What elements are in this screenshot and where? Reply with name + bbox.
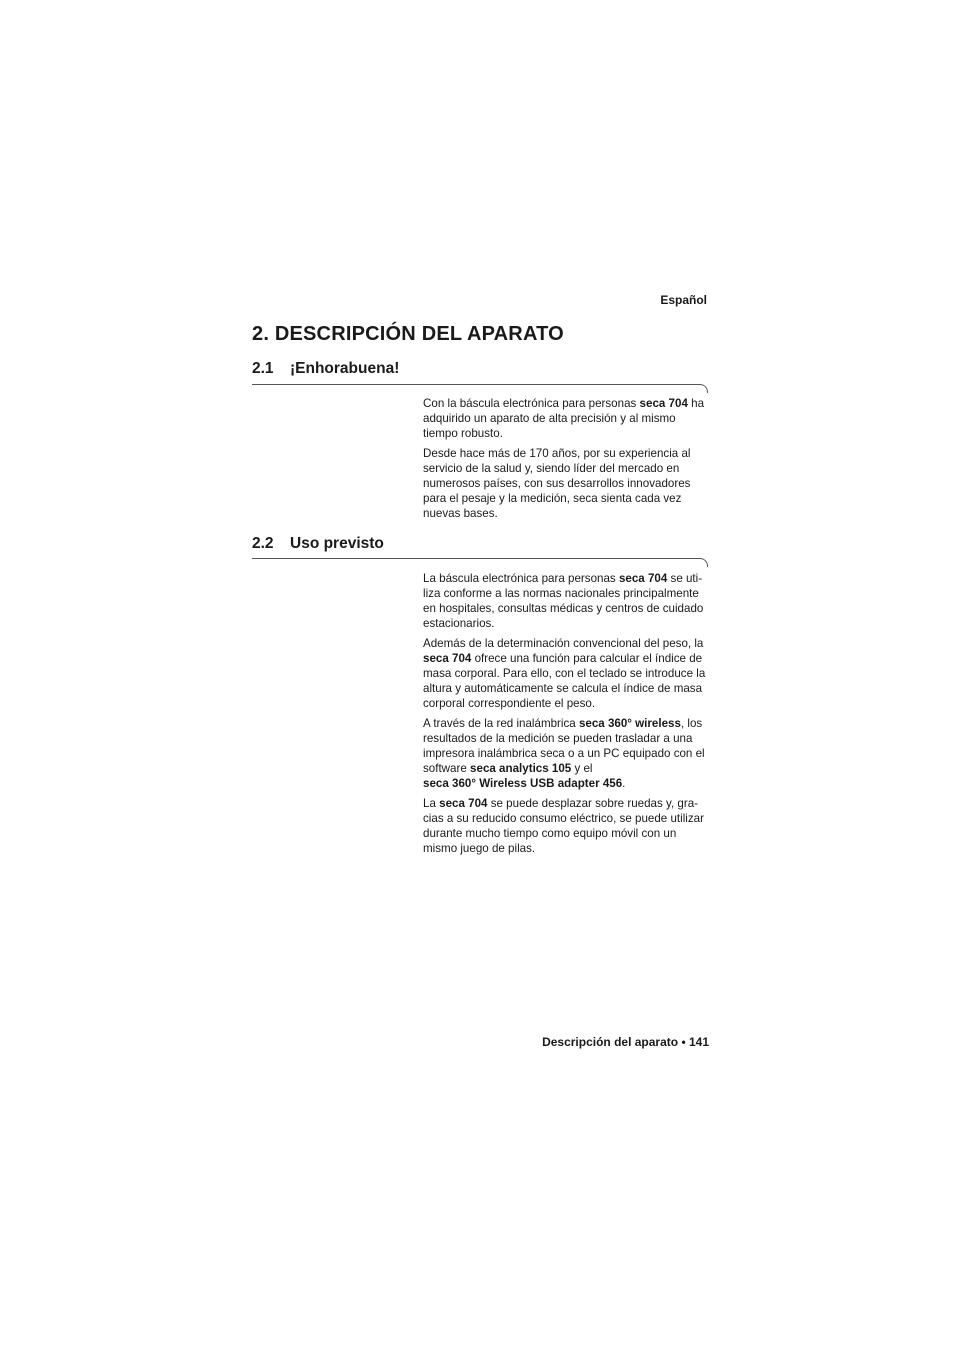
chapter-title: 2. DESCRIPCIÓN DEL APARATO [252,323,564,345]
product-name: seca 704 [639,397,688,410]
section-number: 2.1 [252,360,274,377]
paragraph: Con la báscula electrónica para personas seca 704 ha adquirido un aparato de alta precisión y al mismo tiempo robusto. [423,397,705,440]
paragraph: Desde hace más de 170 años, por su experiencia al servicio de la salud y, siendo líder del mercado en numerosos países, con sus desarrollos innovadores para el pesaje y la medición, seca sienta cada vez nuevas bases. [423,447,691,520]
paragraph: Además de la determinación convencional del peso, la seca 704 ofrece una función para calcular el índice de masa corporal. Para ello, con el teclado se introduce la altura y automáticamente se calcula el índice de masa corporal correspondiente el peso. [423,637,706,710]
section-rule-corner [699,558,708,567]
language-label: Español [660,293,707,307]
section-title: ¡Enhorabuena! [290,360,400,377]
product-name: seca 360° Wireless USB adapter 456 [423,777,623,790]
section-rule-corner [699,384,708,393]
section-2-2-body [423,571,713,861]
section-number: 2.2 [252,535,274,552]
section-2-1-body [423,396,713,526]
page-footer: Descripción del aparato • 141 [542,1035,709,1049]
section-rule [252,384,700,385]
paragraph: La seca 704 se puede desplazar sobre ruedas y, gra-cias a su reducido consumo eléctrico, se puede utilizar durante mucho tiempo como equipo móvil con un mismo juego de pilas. [423,797,704,855]
section-rule [252,558,700,559]
product-name: seca analytics 105 [470,762,572,775]
product-name: seca 704 [423,652,472,665]
section-heading-2-2 [252,535,384,553]
section-heading-2-1 [252,360,399,378]
product-name: seca 704 [618,572,668,585]
section-title: Uso previsto [290,535,384,552]
paragraph: La báscula electrónica para personas seca 704 se uti-liza conforme a las normas nacionales principalmente en hospitales, consultas médicas y centros de cuidado estacionarios. [423,572,704,630]
paragraph: A través de la red inalámbrica seca 360° wireless, los resultados de la medición se pueden trasladar a una impresora inalámbrica seca o a un PC equipado con el software seca analytics 105 y el seca 360° Wireless USB adapter 456. [423,717,705,790]
product-name: seca 704 [439,797,488,810]
product-name: seca 360° wireless [578,717,681,730]
